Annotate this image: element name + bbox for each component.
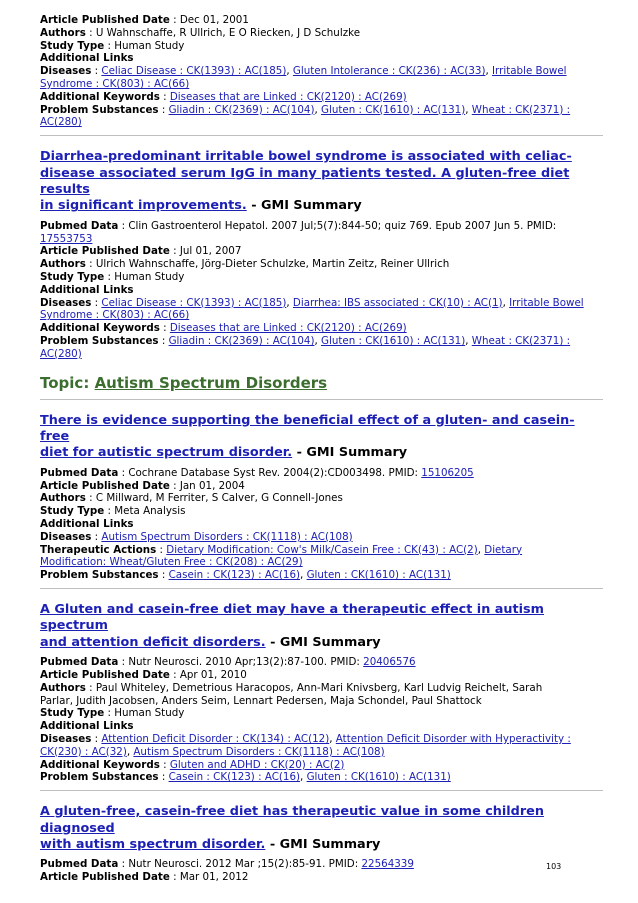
pmid-link[interactable]: 15106205 <box>421 466 474 479</box>
field-label: Authors <box>40 681 86 694</box>
pmid-link[interactable]: 17553753 <box>40 232 93 245</box>
gmi-summary-label: - GMI Summary <box>251 198 362 214</box>
pubmed-value: Nutr Neurosci. 2012 Mar ;15(2):85-91. <box>128 858 326 871</box>
field-label: Problem Substances <box>40 771 159 784</box>
disease-link[interactable]: Gluten Intolerance : CK(236) : AC(33) <box>292 65 486 78</box>
published-date: Mar 01, 2012 <box>179 871 249 884</box>
field-label: Study Type <box>40 707 105 720</box>
diseases-row: Diseases : Autism Spectrum Disorders : CK(1118) : AC(108) <box>40 530 353 543</box>
pmid-link[interactable]: 22564339 <box>361 858 414 871</box>
field-label: Problem Substances <box>40 103 159 116</box>
disease-link[interactable]: Irritable Bowel <box>492 65 567 78</box>
divider <box>40 790 603 791</box>
field-label: Diseases <box>40 732 92 745</box>
field-label: Therapeutic Actions <box>40 543 157 556</box>
substances-row: Problem Substances : Casein : CK(123) : AC(16), Gluten : CK(1610) : AC(131) <box>40 569 451 582</box>
published-row: Article Published Date : Dec 01, 2001 <box>40 14 249 26</box>
study-type-row: Study Type : Human Study <box>40 39 185 52</box>
published-date: Jan 01, 2004 <box>179 479 245 492</box>
topic-heading: Topic: Autism Spectrum Disorders <box>40 373 328 392</box>
disease-link[interactable]: Irritable Bowel <box>509 296 584 309</box>
additional-links-heading: Additional Links <box>40 52 134 65</box>
authors-value: Parlar, Judith Jacobsen, Anders Seim, Lennart Pedersen, Maja Schondel, Paul Shattock <box>40 694 482 707</box>
authors-value: U Wahnschaffe, R Ullrich, E O Riecken, J D Schulzke <box>95 26 361 39</box>
study-type-value: Meta Analysis <box>114 505 186 518</box>
pubmed-value: Nutr Neurosci. 2010 Apr;13(2):87-100. <box>128 656 328 669</box>
field-label: Diseases <box>40 296 92 309</box>
published-row: Article Published Date : Jul 01, 2007 <box>40 245 242 258</box>
substance-link[interactable]: AC(280) <box>40 116 82 129</box>
disease-link[interactable]: Diarrhea: IBS associated : CK(10) : AC(1) <box>292 296 503 309</box>
field-label: Study Type <box>40 505 105 518</box>
authors-value: C Millward, M Ferriter, S Calver, G Connell-Jones <box>95 492 343 505</box>
substance-link[interactable]: Gluten : CK(1610) : AC(131) <box>306 771 451 784</box>
field-label: Additional Keywords <box>40 322 160 335</box>
article-title-link[interactable]: Diarrhea-predominant irritable bowel syndrome is associated with celiac- disease associated serum IgG in many patients tested. A gluten-free diet results in significant improvements. <box>40 149 572 214</box>
disease-link[interactable]: Attention Deficit Disorder with Hyperactivity : <box>335 732 571 745</box>
divider <box>40 399 603 400</box>
gmi-summary-label: - GMI Summary <box>270 634 381 650</box>
additional-links-heading: Additional Links <box>40 517 134 530</box>
substance-link[interactable]: Gliadin : CK(2369) : AC(104) <box>168 334 315 347</box>
article-title <box>40 804 603 853</box>
substance-link[interactable]: Gliadin : CK(2369) : AC(104) <box>168 103 315 116</box>
article-title <box>40 413 603 462</box>
keywords-row: Additional Keywords : Gluten and ADHD : CK(20) : AC(2) <box>40 758 345 771</box>
pubmed-row: Pubmed Data : Nutr Neurosci. 2012 Mar ;15(2):85-91. PMID: 22564339 <box>40 858 414 871</box>
substance-link[interactable]: AC(280) <box>40 347 82 360</box>
field-label: Additional Keywords <box>40 90 160 103</box>
diseases-row: Diseases : Celiac Disease : CK(1393) : AC(185), Diarrhea: IBS associated : CK(10) : AC(1), Irritable Bowel <box>40 296 584 309</box>
field-label: Pubmed Data <box>40 656 119 669</box>
disease-link[interactable]: Syndrome : CK(803) : AC(66) <box>40 77 190 90</box>
topic-link[interactable]: Autism Spectrum Disorders <box>94 373 328 392</box>
field-label: Article Published Date <box>40 668 170 681</box>
field-label: Article Published Date <box>40 245 170 258</box>
substance-link[interactable]: Wheat : CK(2371) : <box>471 103 571 116</box>
field-label: Pubmed Data <box>40 219 119 232</box>
keywords-row: Additional Keywords : Diseases that are Linked : CK(2120) : AC(269) <box>40 90 407 103</box>
published-date: Jul 01, 2007 <box>179 245 242 258</box>
field-label: Diseases <box>40 65 92 78</box>
pubmed-value: Cochrane Database Syst Rev. 2004(2):CD003498. <box>128 466 386 479</box>
field-label: Problem Substances <box>40 334 159 347</box>
divider <box>40 588 603 589</box>
article-title <box>40 149 603 215</box>
field-label: Article Published Date <box>40 871 170 884</box>
authors-value: Ulrich Wahnschaffe, Jörg-Dieter Schulzke, Martin Zeitz, Reiner Ullrich <box>95 258 450 271</box>
published-date: Dec 01, 2001 <box>179 14 249 26</box>
published-row: Article Published Date : Jan 01, 2004 <box>40 479 245 492</box>
field-label: Article Published Date <box>40 14 170 26</box>
study-type-row: Study Type : Human Study <box>40 707 185 720</box>
keywords-row: Additional Keywords : Diseases that are Linked : CK(2120) : AC(269) <box>40 322 407 335</box>
study-type-row: Study Type : Human Study <box>40 270 185 283</box>
substance-link[interactable]: Gluten : CK(1610) : AC(131) <box>306 569 451 582</box>
keyword-link[interactable]: Diseases that are Linked : CK(2120) : AC(269) <box>169 90 407 103</box>
therapeutic-link[interactable]: Dietary Modification: Cow's Milk/Casein Free : CK(43) : AC(2) <box>166 543 478 556</box>
field-label: Study Type <box>40 270 105 283</box>
authors-row: Authors : C Millward, M Ferriter, S Calver, G Connell-Jones <box>40 492 343 505</box>
authors-value: Paul Whiteley, Demetrious Haracopos, Ann-Mari Knivsberg, Karl Ludvig Reichelt, Sarah <box>95 681 543 694</box>
therapeutic-link[interactable]: Dietary <box>484 543 523 556</box>
substance-link[interactable]: Wheat : CK(2371) : <box>471 334 571 347</box>
authors-row: Authors : U Wahnschaffe, R Ullrich, E O Riecken, J D Schulzke <box>40 26 361 39</box>
field-label: Authors <box>40 258 86 271</box>
published-row: Article Published Date : Apr 01, 2010 <box>40 668 247 681</box>
pubmed-row: Pubmed Data : Nutr Neurosci. 2010 Apr;13(2):87-100. PMID: 20406576 <box>40 656 416 669</box>
therapeutic-link[interactable]: Modification: Wheat/Gluten Free : CK(208) : AC(29) <box>40 556 303 569</box>
field-label: Study Type <box>40 39 105 52</box>
gmi-summary-label: - GMI Summary <box>269 836 381 852</box>
diseases-row: Diseases : Attention Deficit Disorder : CK(134) : AC(12), Attention Deficit Disorder with Hyperactivity : <box>40 732 571 745</box>
diseases-row: Diseases : Celiac Disease : CK(1393) : AC(185), Gluten Intolerance : CK(236) : AC(33), Irritable Bowel <box>40 65 567 78</box>
authors-row: Authors : Paul Whiteley, Demetrious Haracopos, Ann-Mari Knivsberg, Karl Ludvig Reichelt, Sarah <box>40 681 543 694</box>
disease-link[interactable]: Celiac Disease : CK(1393) : AC(185) <box>101 65 287 78</box>
disease-link[interactable]: Autism Spectrum Disorders : CK(1118) : AC(108) <box>133 745 385 758</box>
substances-row: Problem Substances : Gliadin : CK(2369) : AC(104), Gluten : CK(1610) : AC(131), Wheat : CK(2371) : <box>40 334 571 347</box>
study-type-value: Human Study <box>114 270 185 283</box>
study-type-value: Human Study <box>114 707 185 720</box>
field-label: Pubmed Data <box>40 466 119 479</box>
pubmed-value: Clin Gastroenterol Hepatol. 2007 Jul;5(7):844-50; quiz 769. Epub 2007 Jun 5. <box>128 219 524 232</box>
therapeutic-row: Therapeutic Actions : Dietary Modification: Cow's Milk/Casein Free : CK(43) : AC(2), Dietary <box>40 543 523 556</box>
substance-link[interactable]: Gluten : CK(1610) : AC(131) <box>321 334 466 347</box>
study-type-row: Study Type : Meta Analysis <box>40 505 186 518</box>
field-label: Authors <box>40 26 86 39</box>
article-title-link[interactable]: A gluten-free, casein-free diet has therapeutic value in some children diagnosed with autism spectrum disorder. <box>40 804 544 852</box>
article-title <box>40 602 603 651</box>
disease-link[interactable]: Syndrome : CK(803) : AC(66) <box>40 309 190 322</box>
substances-row: Problem Substances : Gliadin : CK(2369) : AC(104), Gluten : CK(1610) : AC(131), Wheat : CK(2371) : <box>40 103 571 116</box>
published-date: Apr 01, 2010 <box>179 668 247 681</box>
study-type-value: Human Study <box>114 39 185 52</box>
disease-link[interactable]: Autism Spectrum Disorders : CK(1118) : AC(108) <box>101 530 353 543</box>
additional-links-heading: Additional Links <box>40 720 134 733</box>
pmid-link[interactable]: 20406576 <box>363 656 416 669</box>
substance-link[interactable]: Gluten : CK(1610) : AC(131) <box>321 103 466 116</box>
pubmed-row: Pubmed Data : Cochrane Database Syst Rev. 2004(2):CD003498. PMID: 15106205 <box>40 466 474 479</box>
field-label: Problem Substances <box>40 569 159 582</box>
substances-row: Problem Substances : Casein : CK(123) : AC(16), Gluten : CK(1610) : AC(131) <box>40 771 451 784</box>
additional-links-heading: Additional Links <box>40 283 134 296</box>
disease-link[interactable]: Celiac Disease : CK(1393) : AC(185) <box>101 296 287 309</box>
article-title-link[interactable]: There is evidence supporting the beneficial effect of a gluten- and casein-free diet for autistic spectrum disorder. <box>40 412 575 461</box>
gmi-summary-label: - GMI Summary <box>296 445 408 461</box>
field-label: Article Published Date <box>40 479 170 492</box>
divider <box>40 135 603 136</box>
document-page: Article Published Date : Dec 01, 2001 Authors : U Wahnschaffe, R Ullrich, E O Riecken, J D Schulzke Study Type : Human Study Additional Links Diseases : Celiac Disease : CK(1393) : AC(185), Gluten Intolerance : CK(236) : AC(33), Irritable Bowel Syndrome : CK(803) : AC(66) Additional Keywords : Diseases that are Linked : CK(2120) : AC(269) Problem Substances : Gliadin : CK(2369) : AC(104), Gluten : CK(1610) : AC(131), Wheat : CK(2371) : AC(280) Diarrhea-predominant irritable bowel syndrome is associated with celiac- disease associated serum IgG in many patients tested. A gluten-free diet results in significant improvements. - GMI Summary Pubmed Data : Clin Gastroenterol Hepatol. 2007 Jul;5(7):844-50; quiz 769. Epub 2007 Jun 5. PMID: 17553753 Article Published Date : Jul 01, 2007 Authors : Ulrich Wahnschaffe, Jörg-Dieter Schulzke, Martin Zeitz, Reiner Ullrich Study Type : Human Study Additional Links Diseases : Celiac Disease : CK(1393) : AC(185), Diarrhea: IBS associated : CK(10) : AC(1), Irritable Bowel Syndrome : CK(803) : AC(66) Additional Keywords : Diseases that are Linked : CK(2120) : AC(269) Problem Substances : Gliadin : CK(2369) : AC(104), Gluten : CK(1610) : AC(131), Wheat : CK(2371) : AC(280) Topic: Autism Spectrum Disorders There is evidence supporting the beneficial effect of a gluten- and casein-free diet for autistic spectrum disorder. - GMI Summary Pubmed Data : Cochrane Database Syst Rev. 2004(2):CD003498. PMID: 15106205 Article Published Date : Jan 01, 2004 Authors : C Millward, M Ferriter, S Calver, G Connell-Jones Study Type : Meta Analysis Additional Links Diseases : Autism Spectrum Disorders : CK(1118) : AC(108) Therapeutic Actions : Dietary Modification: Cow's Milk/Casein Free : CK(43) : AC(2), Dietary Modification: Wheat/Gluten Free : CK(208) : AC(29) Problem Substances : Casein : CK(123) : AC(16), Gluten : CK(1610) : AC(131) A Gluten and casein-free diet may have a therapeutic effect in autism spectrum and attention deficit disorders. - GMI Summary Pubmed Data : Nutr Neurosci. 2010 Apr;13(2):87-100. PMID: 20406576 Article Published Date : Apr 01, 2010 Authors : Paul Whiteley, Demetrious Haracopos, Ann-Mari Knivsberg, Karl Ludvig Reichelt, Sarah Parlar, Judith Jacobsen, Anders Seim, Lennart Pedersen, Maja Schondel, Paul Shattock Study Type : Human Study Additional Links Diseases : Attention Deficit Disorder : CK(134) : AC(12), Attention Deficit Disorder with Hyperactivity : CK(230) : AC(32), Autism Spectrum Disorders : CK(1118) : AC(108) Additional Keywords : Gluten and ADHD : CK(20) : AC(2) Problem Substances : Casein : CK(123) : AC(16), Gluten : CK(1610) : AC(131) A gluten-free, casein-free diet has therapeutic value in some children diagnosed with autism spectrum disorder. - GMI Summary Pubmed Data : Nutr Neurosci. 2012 Mar ;15(2):85-91. PMID: 22564339 Article Published Date : Mar 01, 2012 <box>40 14 603 884</box>
page-number: 103 <box>546 862 562 871</box>
keyword-link[interactable]: Diseases that are Linked : CK(2120) : AC(269) <box>169 322 407 335</box>
field-label: Pubmed Data <box>40 858 119 871</box>
pubmed-row: Pubmed Data : Clin Gastroenterol Hepatol. 2007 Jul;5(7):844-50; quiz 769. Epub 2007 Jun 5. PMID: <box>40 219 557 232</box>
published-row: Article Published Date : Mar 01, 2012 <box>40 871 249 884</box>
disease-link[interactable]: CK(230) : AC(32) <box>40 745 127 758</box>
field-label: Authors <box>40 492 86 505</box>
substance-link[interactable]: Casein : CK(123) : AC(16) <box>168 771 301 784</box>
disease-link[interactable]: Attention Deficit Disorder : CK(134) : AC(12) <box>101 732 330 745</box>
field-label: Additional Keywords <box>40 758 160 771</box>
authors-row: Authors : Ulrich Wahnschaffe, Jörg-Dieter Schulzke, Martin Zeitz, Reiner Ullrich <box>40 258 450 271</box>
article-title-link[interactable]: A Gluten and casein-free diet may have a therapeutic effect in autism spectrum and attention deficit disorders. <box>40 601 544 650</box>
substance-link[interactable]: Casein : CK(123) : AC(16) <box>168 569 301 582</box>
field-label: Diseases <box>40 530 92 543</box>
keyword-link[interactable]: Gluten and ADHD : CK(20) : AC(2) <box>169 758 345 771</box>
